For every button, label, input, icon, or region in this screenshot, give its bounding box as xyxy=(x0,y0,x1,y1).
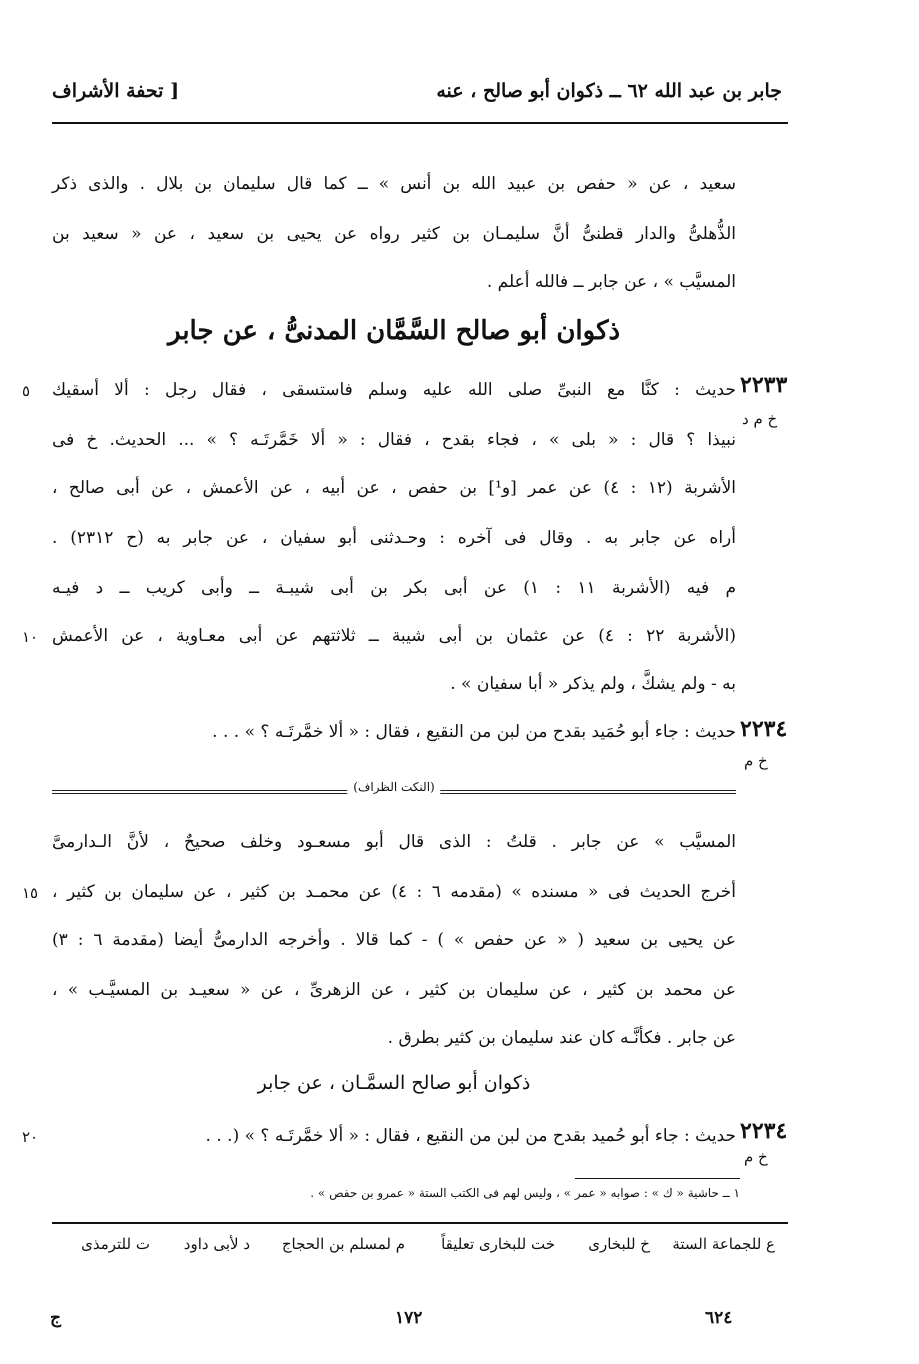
footnote-rule xyxy=(575,1178,740,1179)
hadith-line: أراه عن جابر به . وقال فى آخره : وحـدثنى أبو سفيان ، عن جابر به (ح ٢٣١٢) . xyxy=(52,528,736,548)
page-number: ١٧٢ xyxy=(395,1308,423,1328)
nukat-line: عن جابر . فكأنَّـه كان عند سليمان بن كثير بطرق . xyxy=(387,1028,736,1048)
section-title: ذكوان أبو صالح السَّمَّان المدنىُّ ، عن جابر xyxy=(167,316,621,346)
legend-item: ع للجماعة الستة xyxy=(672,1235,775,1253)
body-line: سعيد ، عن « حفص بن عبيد الله بن أنس » ــ كما قال سليمان بن بلال . والذى ذكر xyxy=(52,174,736,194)
running-header xyxy=(52,80,782,114)
hadith-source-code: خ م xyxy=(744,752,768,770)
legend-item: ت للترمذى xyxy=(81,1235,150,1253)
separator-label: (النكت الظراف) xyxy=(347,780,440,794)
header-rule xyxy=(52,122,788,124)
footnote: ١ ــ حاشية « ك » : صوابه « عمر » ، وليس لهم فى الكتب الستة « عمرو بن حفص » . xyxy=(310,1186,740,1200)
line-number-marker: ١٥ xyxy=(22,884,39,902)
nukat-line: عن يحيى بن سعيد ( « عن حفص » ) - كما قالا . وأخرجه الدارمىُّ أيضا (مقدمة ٦ : ٣) xyxy=(52,930,736,950)
hadith-line: به - ولم يشكَّ ، ولم يذكر « أبا سفيان » . xyxy=(450,674,736,694)
body-line: الذُّهلىُّ والدار قطنىُّ أنَّ سليمـان بن كثير رواه عن يحيى بن سعيد ، عن « سعيد بن xyxy=(52,224,736,244)
abbreviation-legend xyxy=(40,1235,775,1265)
volume-page-number: ٦٢٤ xyxy=(705,1308,733,1328)
legend-rule xyxy=(52,1222,788,1224)
hadith-number: ٢٢٣٤ xyxy=(740,716,788,742)
hadith-number: ٢٢٣٣ xyxy=(740,372,788,398)
hadith-number: ٢٢٣٤ xyxy=(740,1118,788,1144)
nukat-line: أخرج الحديث فى « مسنده » (مقدمه ٦ : ٤) عن محمـد بن كثير ، عن سليمان بن كثير ، xyxy=(52,882,736,902)
hadith-line: (الأشربة ٢٢ : ٤) عن عثمان بن أبى شيبة ــ ثلاثتهم عن أبى معـاوية ، عن الأعمش xyxy=(52,626,736,646)
legend-item: خت للبخارى تعليقاً xyxy=(441,1235,555,1253)
hadith-line: م فيه (الأشربة ١١ : ١) عن أبى بكر بن أبى شيبـة ــ وأبى كريب ــ د فيـه xyxy=(52,578,736,598)
hadith-source-code: خ م د xyxy=(742,410,778,428)
line-number-marker: ٥ xyxy=(22,382,31,400)
hadith-line: حديث : كنَّا مع النبىِّ صلى الله عليه وسلم فاستسقى ، فقال رجل : ألا أسقيك xyxy=(52,380,736,400)
header-title: جابر بن عبد الله ٦٢ ــ ذكوان أبو صالح ، عنه xyxy=(436,80,782,102)
sub-section-title: ذكوان أبو صالح السمَّـان ، عن جابر xyxy=(257,1072,531,1094)
legend-item: د لأبى داود xyxy=(183,1235,250,1253)
legend-item: خ للبخارى xyxy=(588,1235,650,1253)
line-number-marker: ١٠ xyxy=(22,628,39,646)
hadith-line: حديث : جاء أبو حُميد بقدح من لبن من النقيع ، فقال : « ألا خمَّرتَـه ؟ » (. . . xyxy=(205,1126,736,1146)
nukat-line: عن محمد بن كثير ، عن سليمان بن كثير ، عن الزهرىِّ ، عن « سعيـد بن المسيَّـب » ، xyxy=(52,980,736,1000)
hadith-line: حديث : جاء أبو حُمَيد بقدح من لبن من النقيع ، فقال : « ألا خمَّرتَـه ؟ » . . . xyxy=(212,722,736,742)
hadith-source-code: خ م xyxy=(744,1148,768,1166)
body-line: المسيَّب » ، عن جابر ــ فالله أعلم . xyxy=(486,272,736,292)
volume-letter: ج xyxy=(50,1308,61,1328)
line-number-marker: ٢٠ xyxy=(22,1128,39,1146)
header-book-title: [ تحفة الأشراف xyxy=(52,80,180,102)
legend-item: م لمسلم بن الحجاج xyxy=(281,1235,405,1253)
hadith-line: نبيذا ؟ قال : « بلى » ، فجاء بقدح ، فقال : « ألا خَمَّرتَـه ؟ » ... الحديث. خ فى xyxy=(52,430,736,450)
nukat-line: المسيَّب » عن جابر . قلتُ : الذى قال أبو مسعـود وخلف صحيحٌ ، لأنَّ الـدارمىَّ xyxy=(52,832,736,852)
nukat-separator xyxy=(52,780,736,798)
hadith-line: الأشربة (١٢ : ٤) عن عمر [و¹] بن حفص ، عن أبيه ، عن الأعمش ، عن أبى صالح ، xyxy=(52,478,736,498)
